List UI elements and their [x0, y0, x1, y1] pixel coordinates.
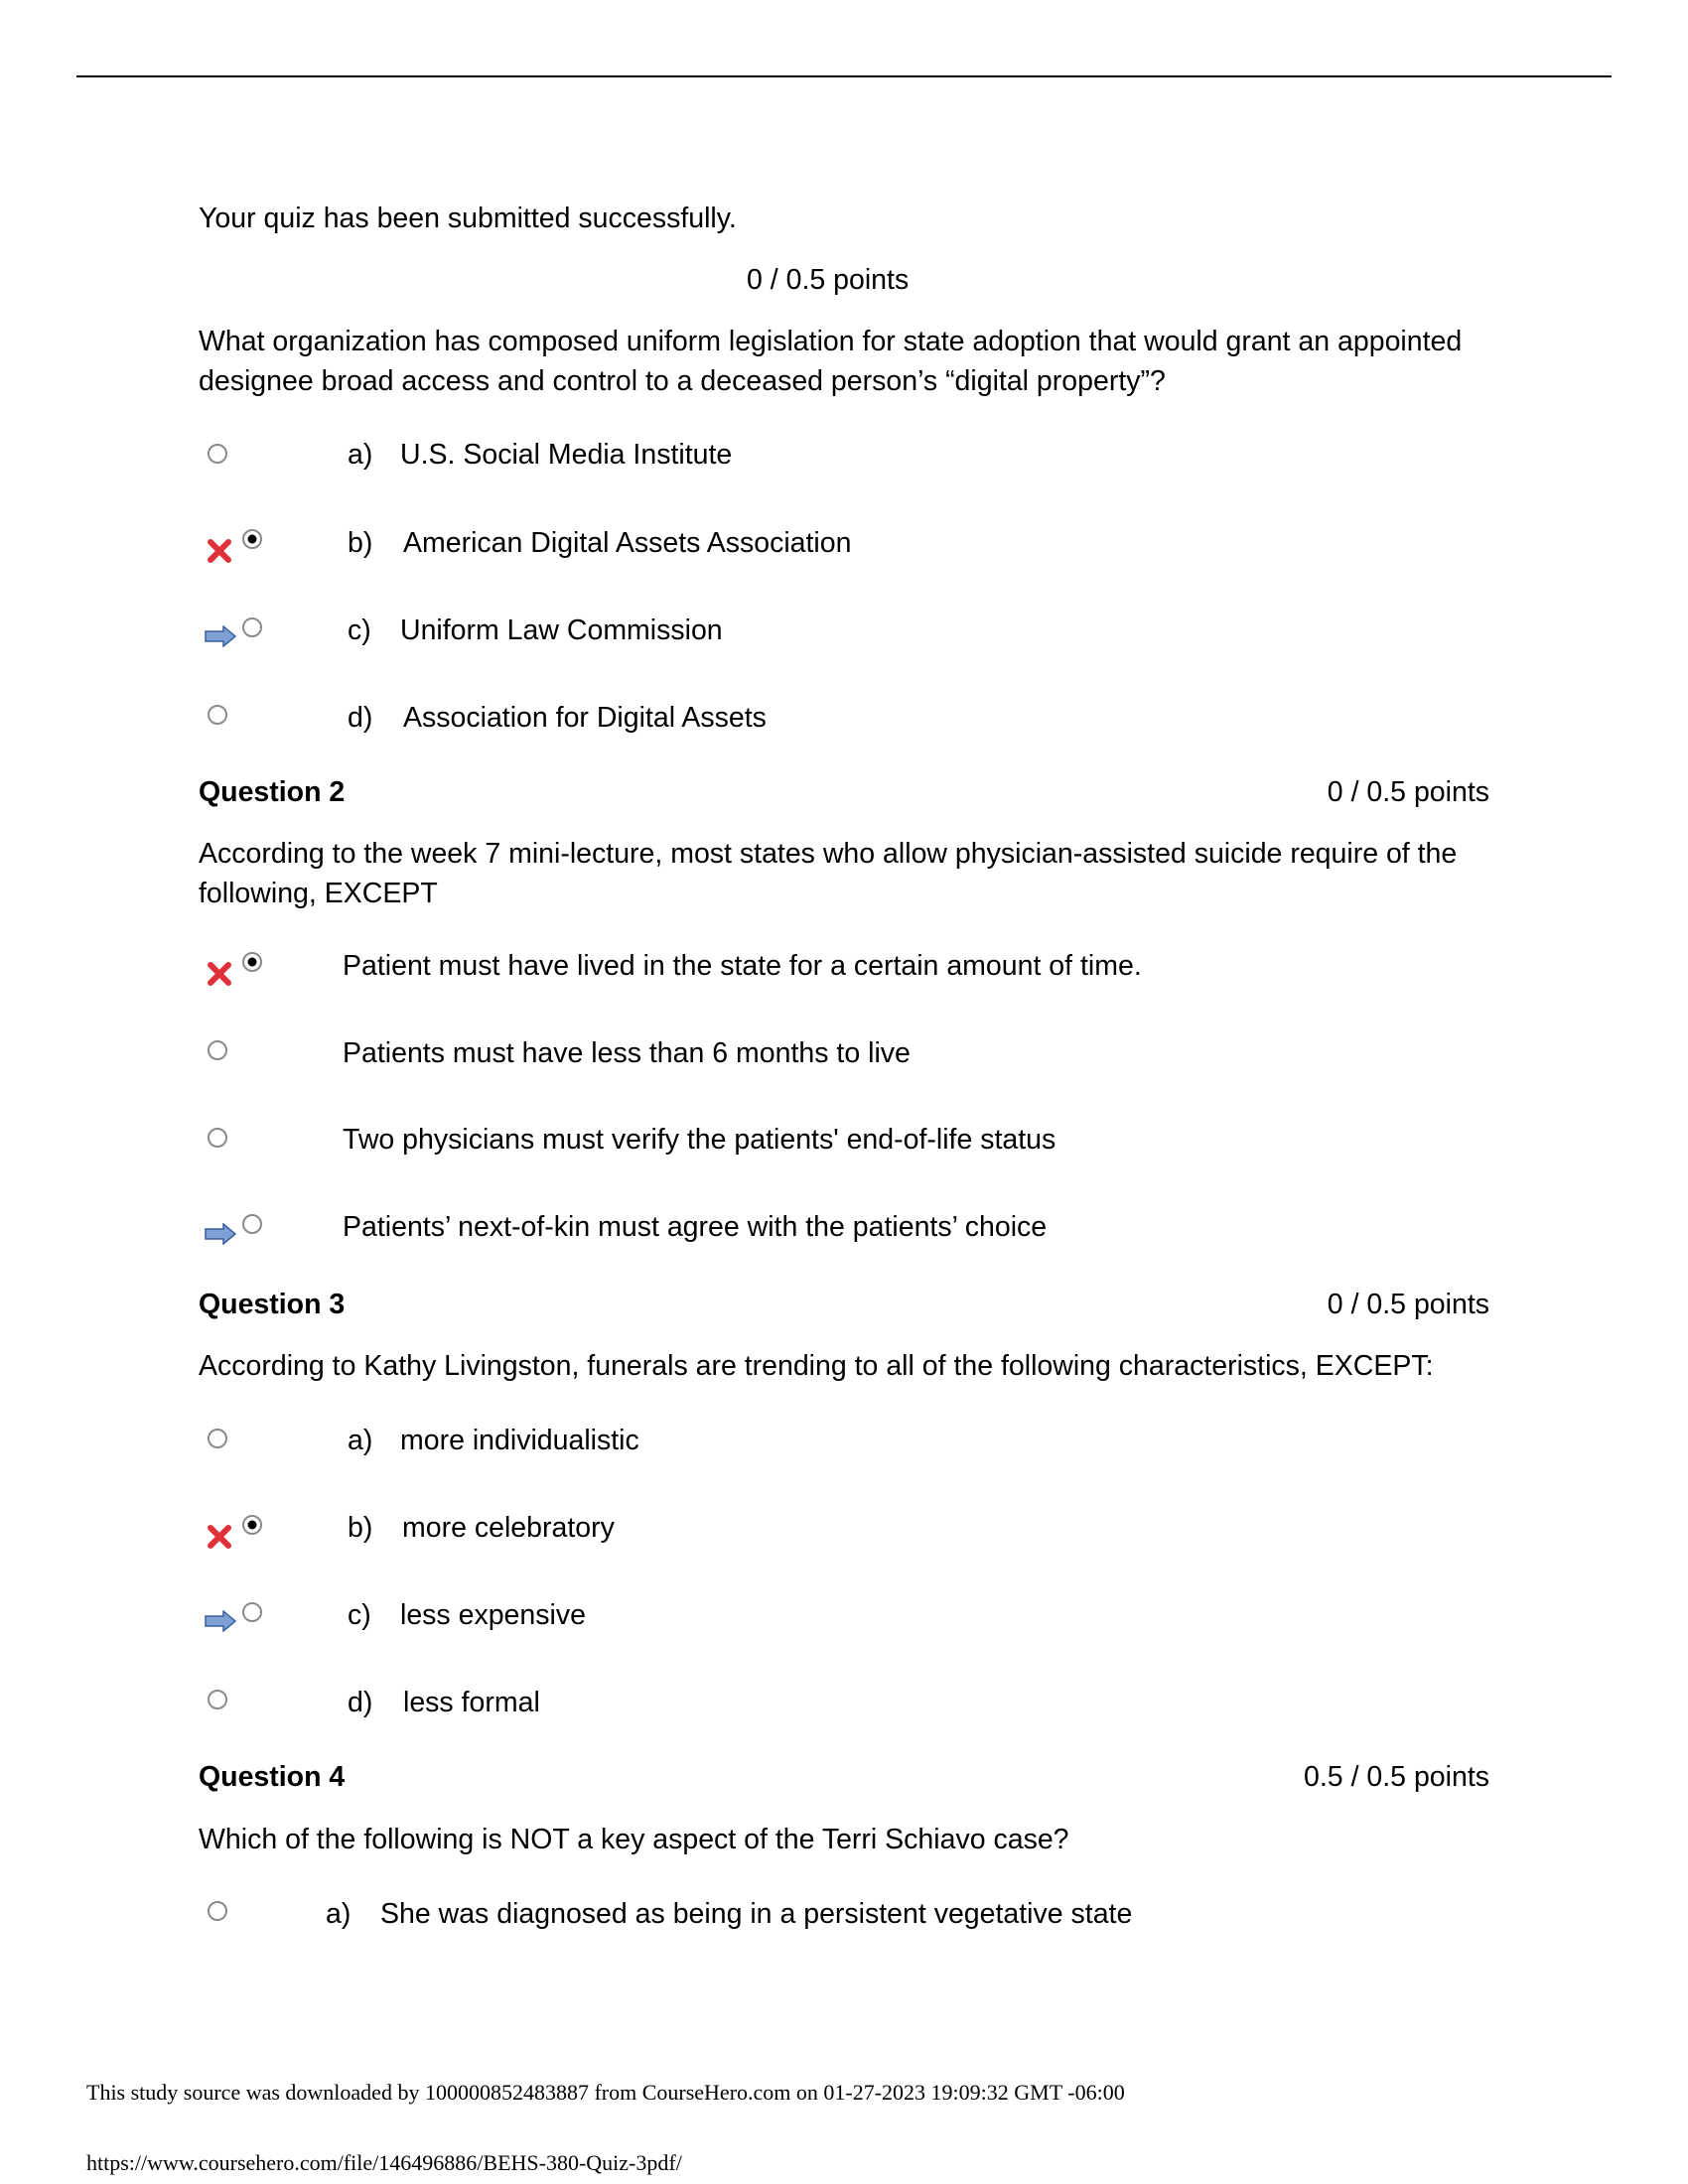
- option-text: less expensive: [400, 1599, 586, 1631]
- option-letter: c): [348, 1599, 371, 1631]
- option-letter: b): [348, 527, 373, 559]
- question-1-text: What organization has composed uniform legislation for state adoption that would grant an appointed designee broad access and control to a deceased person’s “digital property”?: [199, 326, 1463, 397]
- radio-unselected-icon[interactable]: [205, 1125, 230, 1151]
- radio-selected-icon[interactable]: [239, 949, 265, 975]
- option-letter: a): [326, 1898, 352, 1930]
- option-letter: d): [348, 702, 373, 734]
- radio-selected-icon[interactable]: [239, 526, 265, 552]
- incorrect-x-icon: [205, 959, 234, 989]
- incorrect-x-icon: [205, 536, 234, 566]
- incorrect-x-icon: [205, 1522, 234, 1552]
- option-letter: a): [348, 1425, 373, 1456]
- option-text: more celebratory: [402, 1512, 615, 1544]
- radio-unselected-icon[interactable]: [239, 1211, 265, 1237]
- correct-answer-arrow-icon: [204, 1610, 237, 1632]
- correct-answer-arrow-icon: [204, 1223, 237, 1245]
- option-text: more individualistic: [400, 1425, 639, 1456]
- option-letter: d): [348, 1687, 373, 1718]
- radio-unselected-icon[interactable]: [205, 702, 230, 728]
- question-3-score: 0 / 0.5 points: [1327, 1289, 1489, 1320]
- question-2-title: Question 2: [199, 776, 346, 808]
- correct-answer-arrow-icon: [204, 625, 237, 647]
- option-letter: b): [348, 1512, 373, 1544]
- option-letter: a): [348, 439, 373, 471]
- question-4-title: Question 4: [199, 1761, 346, 1793]
- radio-unselected-icon[interactable]: [205, 1037, 230, 1063]
- option-text: Patient must have lived in the state for a certain amount of time.: [343, 950, 1142, 982]
- option-text: Patients must have less than 6 months to live: [343, 1037, 911, 1069]
- question-2-text: According to the week 7 mini-lecture, most states who allow physician-assisted suicide require of the following, EXCEPT: [199, 838, 1458, 909]
- question-1-score: 0 / 0.5 points: [747, 264, 910, 296]
- radio-selected-icon[interactable]: [239, 1512, 265, 1538]
- option-text: less formal: [403, 1687, 540, 1718]
- option-text: She was diagnosed as being in a persistent vegetative state: [380, 1898, 1133, 1930]
- option-text: Association for Digital Assets: [403, 702, 767, 734]
- question-4-text: Which of the following is NOT a key aspect of the Terri Schiavo case?: [199, 1824, 1069, 1855]
- option-text: U.S. Social Media Institute: [400, 439, 733, 471]
- submission-status-message: Your quiz has been submitted successfully.: [199, 203, 737, 234]
- source-url-link[interactable]: https://www.coursehero.com/file/146496886/BEHS-380-Quiz-3pdf/: [86, 2150, 682, 2175]
- question-3-text: According to Kathy Livingston, funerals are trending to all of the following characteristics, EXCEPT:: [199, 1350, 1434, 1382]
- option-text: Patients’ next-of-kin must agree with the patients’ choice: [343, 1211, 1048, 1243]
- radio-unselected-icon[interactable]: [205, 1687, 230, 1712]
- radio-unselected-icon[interactable]: [205, 1898, 230, 1924]
- option-text: American Digital Assets Association: [403, 527, 852, 559]
- radio-unselected-icon[interactable]: [205, 441, 230, 467]
- option-letter: c): [348, 614, 371, 646]
- question-3-title: Question 3: [199, 1289, 346, 1320]
- option-text: Two physicians must verify the patients' end-of-life status: [343, 1124, 1056, 1156]
- page-top-rule: [76, 75, 1612, 77]
- radio-unselected-icon[interactable]: [205, 1426, 230, 1451]
- option-text: Uniform Law Commission: [400, 614, 723, 646]
- radio-unselected-icon[interactable]: [239, 1599, 265, 1625]
- question-2-score: 0 / 0.5 points: [1327, 776, 1489, 808]
- radio-unselected-icon[interactable]: [239, 614, 265, 640]
- question-4-score: 0.5 / 0.5 points: [1304, 1761, 1489, 1793]
- download-notice: This study source was downloaded by 100000852483887 from CourseHero.com on 01-27-2023 19:09:32 GMT -06:00: [86, 2080, 1125, 2105]
